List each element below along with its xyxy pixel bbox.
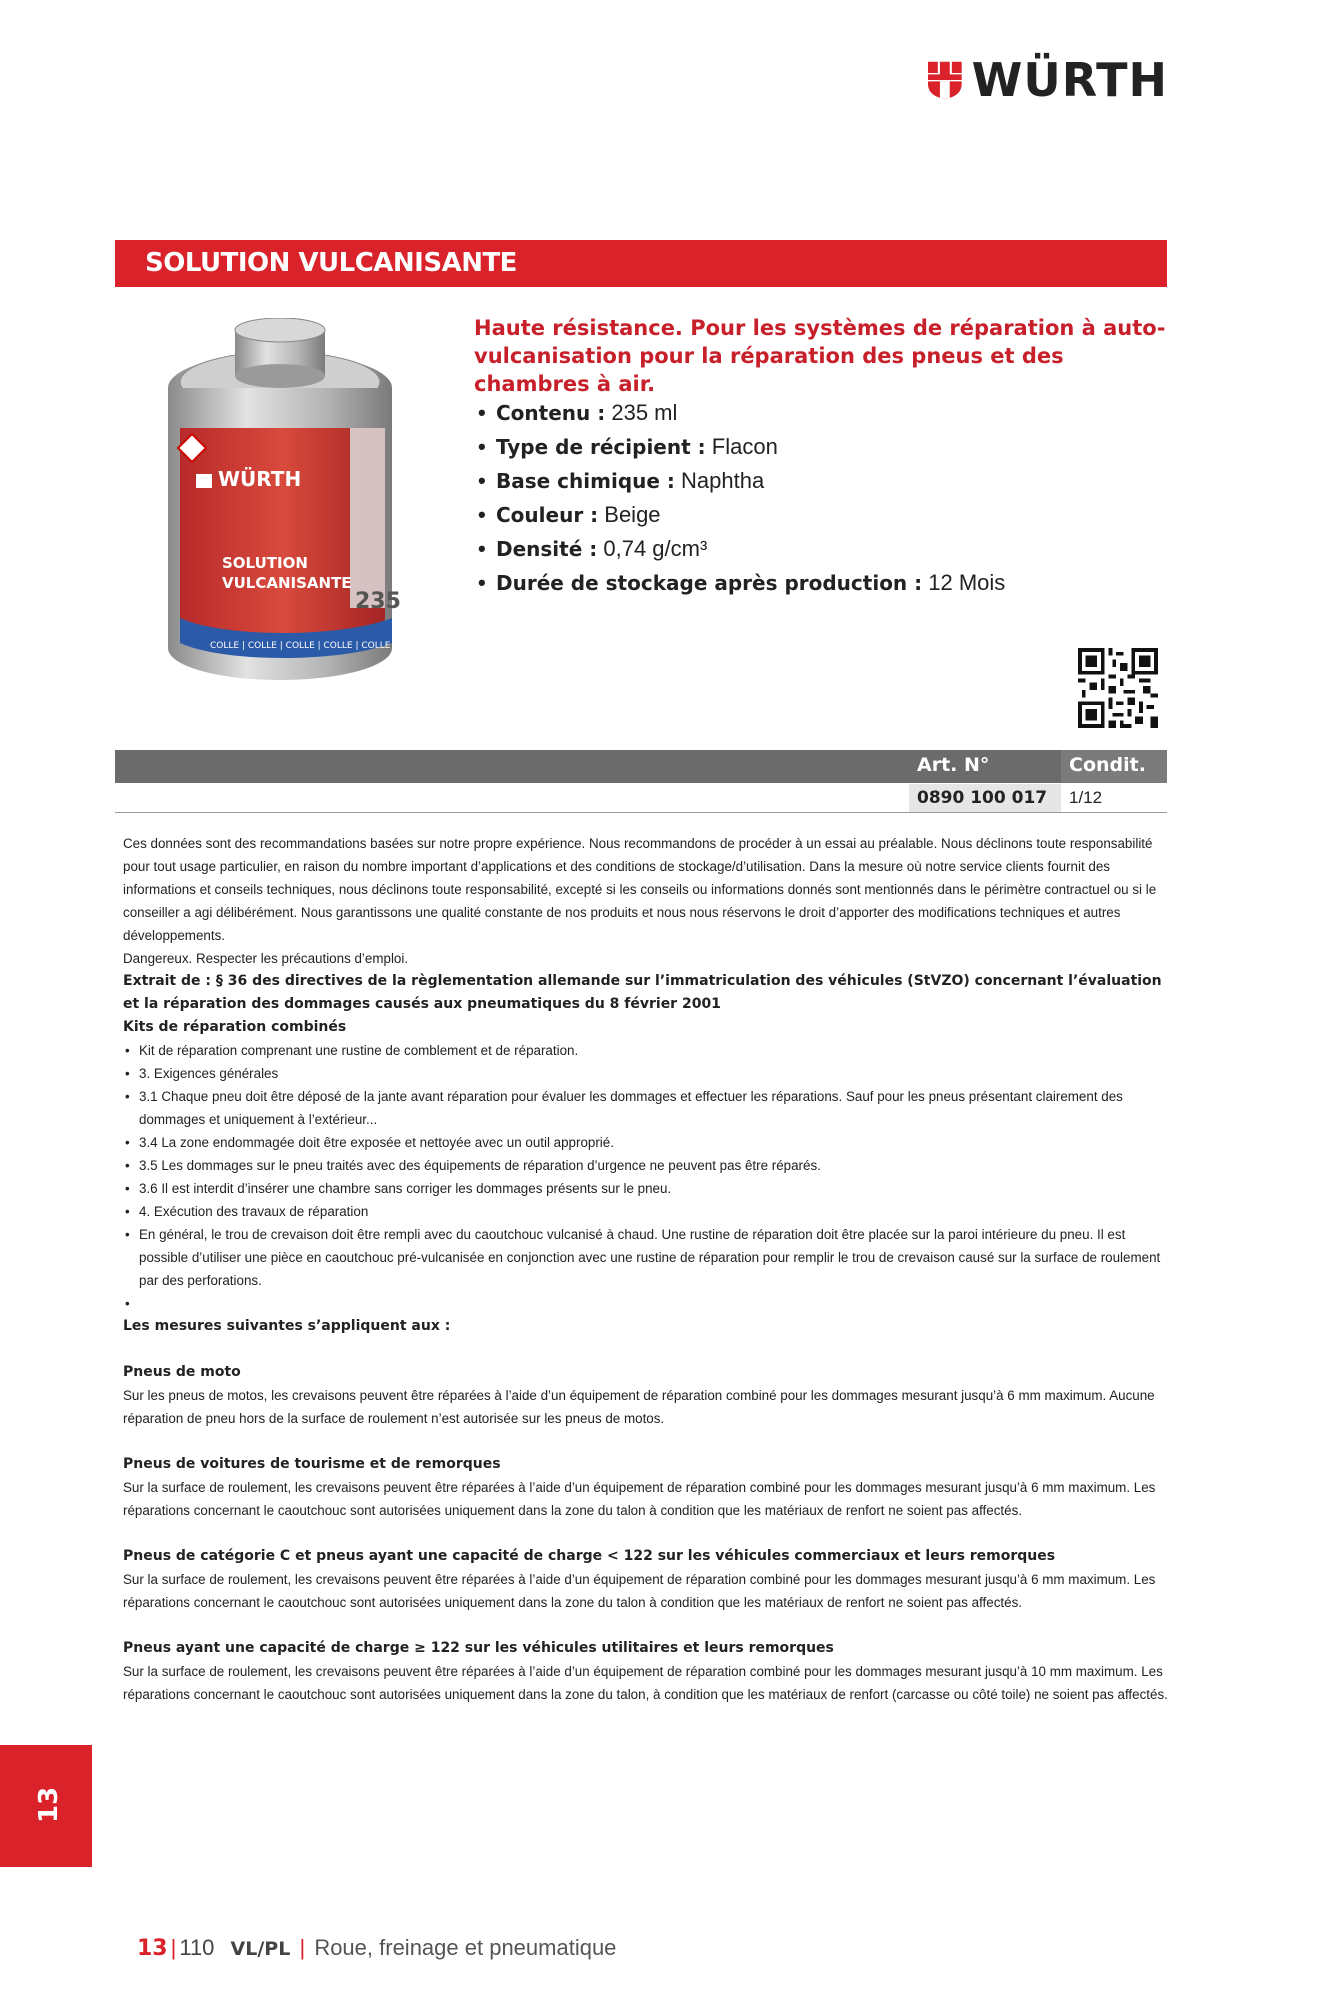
section-text: Sur la surface de roulement, les crevaisons peuvent être réparées à l’aide d’un équipement de réparation combiné pour les dommages mesurant jusqu’à 10 mm maximum. Les réparations concernant le caoutchouc sont autorisées uniquement dans la zone du talon, à condition que les matériaux de renfort (carcasse ou côté toile) ne soient pas affectés. (123, 1664, 1168, 1702)
section-text: Sur la surface de roulement, les crevaisons peuvent être réparées à l’aide d’un équipement de réparation combiné pour les dommages mesurant jusqu’à 6 mm maximum. Les réparations concernant le caoutchouc sont autorisées uniquement dans la zone du talon à condition que les matériaux de renfort ne soient pas affectés. (123, 1572, 1156, 1610)
brand-name: WÜRTH (971, 52, 1168, 107)
header-art-no: Art. N° (917, 754, 990, 776)
total-pages: 110 (179, 1935, 215, 1960)
chapter-tab (0, 1745, 92, 1867)
measures-heading: Les mesures suivantes s’appliquent aux : (123, 1318, 451, 1334)
page-footer: 13 | 110 VL/PL | Roue, freinage et pneumatique (137, 1935, 617, 1961)
section-text: Sur la surface de roulement, les crevaisons peuvent être réparées à l’aide d’un équipement de réparation combiné pour les dommages mesurant jusqu’à 6 mm maximum. Les réparations concernant le caoutchouc sont autorisées uniquement dans la zone du talon à condition que les matériaux de renfort ne soient pas affectés. (123, 1480, 1156, 1518)
page-number: 13 (137, 1936, 168, 1961)
chapter-number: 13 (34, 1786, 64, 1823)
list-item: • 3.5 Les dommages sur le pneu traités avec des équipements de réparation d’urgence ne peuvent pas être réparés. (123, 1154, 1168, 1177)
section-text: Sur les pneus de motos, les crevaisons peuvent être réparées à l’aide d’un équipement de réparation combiné pour les dommages mesurant jusqu’à 6 mm maximum. Aucune réparation de pneu hors de la surface de roulement n’est autorisée sur les pneus de motos. (123, 1388, 1155, 1426)
segment-label: VL/PL (230, 1938, 291, 1960)
qr-code-icon[interactable] (1078, 648, 1158, 728)
disclaimer-text: Ces données sont des recommandations basées sur notre propre expérience. Nous recommandons de procéder à un essai au préalable. Nous déclinons toute responsabilité pour tout usage particulier, en raison du nombre important d’applications et des conditions de stockage/d’utilisation. Dans la mesure où notre service clients fournit des informations et conseils techniques, nous déclinons toute responsabilité, excepté si les conseils ou informations donnés sont mentionnés dans le périmètre contractuel ou si le conseiller a agi délibérément. Nous garantissons une qualité constante de nos produits et nous nous réservons le droit d’apporter des modifications techniques et autres développements. (123, 836, 1157, 943)
wurth-logo-icon (928, 54, 962, 106)
list-item: • 3.4 La zone endommagée doit être exposée et nettoyée avec un outil approprié. (123, 1131, 1168, 1154)
category-label: Roue, freinage et pneumatique (314, 1935, 617, 1960)
spec-item: • Densité : 0,74 g/cm³ (478, 536, 708, 561)
spec-item: • Durée de stockage après production : 12 Mois (478, 570, 1006, 595)
product-can-image (150, 318, 420, 698)
list-item: • 4. Exécution des travaux de réparation (123, 1200, 1168, 1223)
list-item: • 3.1 Chaque pneu doit être déposé de la jante avant réparation pour évaluer les dommages et effectuer les réparations. Sauf pour les pneus présentant clairement des dommages et uniquement à l’extérieur... (123, 1085, 1168, 1131)
danger-text: Dangereux. Respecter les précautions d’emploi. (123, 951, 409, 966)
extract-heading: Extrait de : § 36 des directives de la règlementation allemande sur l’immatriculation des véhicules (StVZO) concernant l’évaluation et la réparation des dommages causés aux pneumatiques du 8 février 2001 (123, 973, 1162, 1012)
table-row (115, 784, 1167, 812)
can-label-volume: 235 (355, 589, 401, 614)
requirements-list (123, 1039, 1168, 1315)
wurth-logo (928, 52, 1168, 107)
spec-item: • Couleur : Beige (478, 502, 661, 527)
section-heading: Pneus ayant une capacité de charge ≥ 122 sur les véhicules utilitaires et leurs remorques (123, 1640, 834, 1656)
can-label-brand: WÜRTH (218, 467, 302, 491)
list-item: • En général, le trou de crevaison doit être rempli avec du caoutchouc vulcanisé à chaud. Une rustine de réparation doit être placée sur la paroi intérieure du pneu. Il est possible d’utiliser une pièce en caoutchouc pré-vulcanisée en conjonction avec une rustine de réparation pour remplir le trou de crevaison causé sur la surface de roulement par des perforations. (123, 1223, 1168, 1292)
list-item: • 3. Exigences générales (123, 1062, 1168, 1085)
list-item: • Kit de réparation comprenant une rustine de comblement et de réparation. (123, 1039, 1168, 1062)
spec-item: • Contenu : 235 ml (478, 400, 678, 425)
header-cond: Condit. (1069, 754, 1146, 776)
product-title-banner (115, 240, 1167, 287)
cond-value: 1/12 (1069, 788, 1103, 807)
product-headline: Haute résistance. Pour les systèmes de réparation à auto-vulcanisation pour la réparation des pneus et des chambres à air. (474, 316, 1166, 396)
kits-heading: Kits de réparation combinés (123, 1019, 347, 1035)
spec-item: • Base chimique : Naphtha (478, 468, 765, 493)
list-item (123, 1292, 1168, 1315)
article-table-header (115, 750, 1167, 783)
can-label-band: COLLE | COLLE | COLLE | COLLE | COLLE (210, 641, 391, 651)
section-heading: Pneus de voitures de tourisme et de remorques (123, 1456, 501, 1472)
art-no-value: 0890 100 017 (917, 788, 1048, 808)
spec-item: • Type de récipient : Flacon (478, 434, 778, 459)
can-label-line2: VULCANISANTE (222, 574, 352, 592)
product-title: SOLUTION VULCANISANTE (145, 248, 517, 278)
table-divider (115, 812, 1167, 813)
section-heading: Pneus de catégorie C et pneus ayant une capacité de charge < 122 sur les véhicules commerciaux et leurs remorques (123, 1548, 1056, 1564)
description-body (123, 832, 1168, 1706)
can-label-line1: SOLUTION (222, 554, 308, 572)
section-heading: Pneus de moto (123, 1364, 241, 1380)
list-item: • 3.6 Il est interdit d’insérer une chambre sans corriger les dommages présents sur le pneu. (123, 1177, 1168, 1200)
spec-list (478, 396, 1005, 600)
